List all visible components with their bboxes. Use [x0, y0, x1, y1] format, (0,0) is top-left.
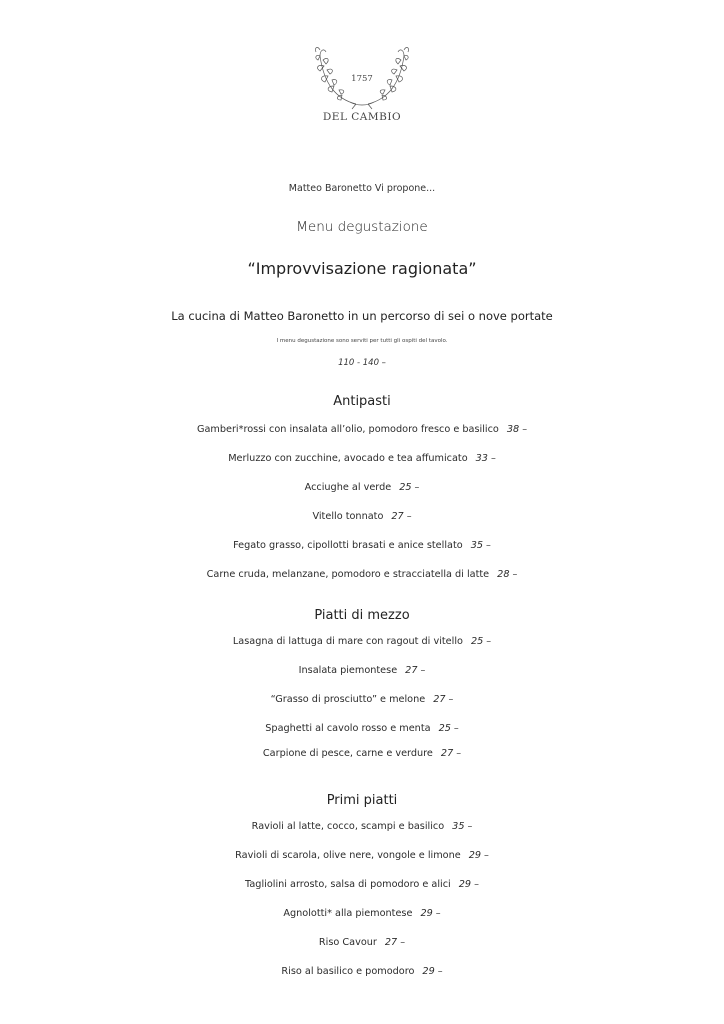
dish-price: 27	[391, 511, 404, 522]
dish-name: Gamberi*rossi con insalata all’olio, pomodoro fresco e basilico	[196, 424, 499, 435]
menu-item	[0, 569, 724, 580]
tasting-menu-name: “Improvvisazione ragionata”	[247, 259, 477, 278]
price-dash: –	[486, 540, 491, 551]
dish-price: 27	[384, 937, 398, 948]
price-dash: –	[512, 569, 518, 580]
section-title-primi-piatti: Primi piatti	[326, 793, 398, 808]
menu-item	[0, 424, 724, 435]
dish-price: 27	[433, 694, 446, 705]
menu-item	[0, 540, 724, 551]
dish-name: Riso al basilico e pomodoro	[281, 966, 415, 977]
menu-item	[0, 879, 724, 890]
menu-item	[0, 453, 724, 464]
menu-item	[0, 908, 724, 919]
dish-name: Agnolotti* alla piemontese	[283, 908, 413, 919]
dish-name: Vitello tonnato	[312, 511, 384, 522]
intro-text: Matteo Baronetto Vi propone...	[288, 183, 436, 194]
dish-name: Insalata piemontese	[298, 665, 398, 676]
dish-name: Carpione di pesce, carne e verdure	[262, 748, 433, 759]
dish-price: 25	[470, 636, 484, 647]
laurel-wreath-logo	[306, 44, 418, 110]
section-title-antipasti: Antipasti	[333, 394, 391, 409]
dish-price: 35	[470, 540, 484, 551]
price-dash: –	[414, 482, 420, 493]
dish-name: “Grasso di prosciutto” e melone	[270, 694, 426, 705]
menu-item	[0, 850, 724, 861]
price-dash: –	[448, 694, 454, 705]
brand-name: DEL CAMBIO	[322, 111, 402, 123]
dish-price: 29	[422, 966, 435, 977]
dish-price: 29	[458, 879, 472, 890]
tasting-menu-note: I menu degustazione sono serviti per tutti gli ospiti del tavolo.	[276, 338, 448, 344]
price-dash: –	[435, 908, 441, 919]
menu-item	[0, 482, 724, 493]
dish-price: 25	[399, 482, 412, 493]
logo-year: 1757	[351, 74, 373, 84]
menu-item	[0, 694, 724, 705]
price-dash: –	[484, 850, 489, 861]
dish-price: 33	[475, 453, 488, 464]
price-dash: –	[400, 937, 406, 948]
dish-name: Spaghetti al cavolo rosso e menta	[265, 723, 431, 734]
menu-item	[0, 748, 724, 759]
dish-price: 25	[438, 723, 451, 734]
menu-item	[0, 511, 724, 522]
dish-price: 28	[497, 569, 510, 580]
dish-price: 29	[468, 850, 482, 861]
dish-name: Fegato grasso, cipollotti brasati e anice stellato	[233, 540, 463, 551]
dish-price: 35	[452, 821, 465, 832]
dish-price: 27	[440, 748, 454, 759]
tasting-menu-title: Menu degustazione	[296, 219, 428, 235]
price-dash: –	[490, 453, 496, 464]
dish-price: 38	[506, 424, 520, 435]
price-dash: –	[522, 424, 528, 435]
tasting-price-range: 110 - 140 –	[338, 358, 386, 368]
dish-price: 29	[420, 908, 433, 919]
dish-name: Carne cruda, melanzane, pomodoro e stracciatella di latte	[206, 569, 490, 580]
menu-item	[0, 723, 724, 734]
price-dash: –	[453, 723, 459, 734]
price-dash: –	[467, 821, 473, 832]
dish-name: Ravioli al latte, cocco, scampi e basilico	[251, 821, 445, 832]
dish-name: Acciughe al verde	[304, 482, 392, 493]
price-dash: –	[437, 966, 443, 977]
price-dash: –	[456, 748, 462, 759]
dish-name: Ravioli di scarola, olive nere, vongole e limone	[235, 850, 461, 861]
dish-price: 27	[405, 665, 418, 676]
price-dash: –	[406, 511, 412, 522]
menu-item	[0, 665, 724, 676]
price-dash: –	[420, 665, 426, 676]
menu-item	[0, 636, 724, 647]
dish-name: Merluzzo con zucchine, avocado e tea affumicato	[228, 453, 468, 464]
tasting-menu-subtitle: La cucina di Matteo Baronetto in un percorso di sei o nove portate	[171, 309, 553, 323]
price-dash: –	[486, 636, 492, 647]
menu-item	[0, 937, 724, 948]
dish-name: Lasagna di lattuga di mare con ragout di vitello	[232, 636, 463, 647]
dish-name: Tagliolini arrosto, salsa di pomodoro e alici	[245, 879, 451, 890]
price-dash: –	[474, 879, 479, 890]
dish-name: Riso Cavour	[318, 937, 377, 948]
menu-item	[0, 966, 724, 977]
section-title-piatti-di-mezzo: Piatti di mezzo	[314, 608, 410, 623]
menu-item	[0, 821, 724, 832]
